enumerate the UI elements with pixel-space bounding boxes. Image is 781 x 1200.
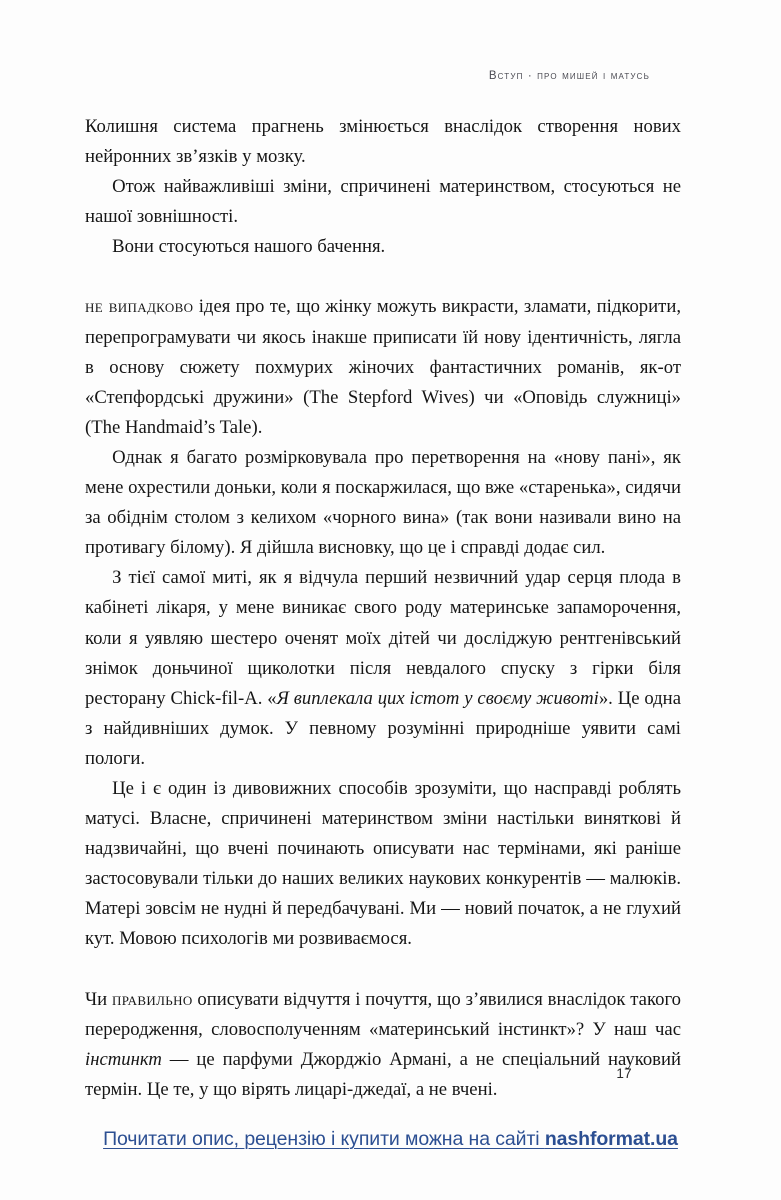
promo-link[interactable] — [103, 1128, 678, 1150]
text-block — [85, 292, 681, 954]
small-caps-lead: не випадково — [85, 296, 194, 318]
promo-footer — [0, 1128, 781, 1151]
page-number: 17 — [616, 1066, 632, 1081]
paragraph-text: — це парфуми Джорджіо Армані, а не спеціальний науковий термін. Це те, у що вірять лицарі-джедаї, а не вчені. — [85, 1048, 681, 1100]
paragraph: Вони стосуються нашого бачення. — [112, 236, 386, 258]
paragraph — [85, 985, 681, 1105]
paragraph: Отож найважливіші зміни, спричинені материнством, стосуються не нашої зовнішності. — [85, 176, 681, 228]
text-block — [85, 112, 681, 262]
paragraph-text: З тієї самої миті, як я відчула перший незвичний удар серця плода в кабінеті лікаря, у мене виникає свого роду материнське запаморочення, коли я уявляю шестеро оченят моїх дітей чи досліджую рентгенівський знімок доньчиної щиколотки після невдалого спуску з гірки біля ресторану Chick-fil-A. « — [85, 567, 681, 709]
promo-domain: nashformat.ua — [544, 1128, 678, 1150]
small-caps-lead: правильно — [111, 988, 193, 1010]
paragraph-text: описувати відчуття і почуття, що з’явилися внаслідок такого переродження, словосполученням «материнський інстинкт»? У наш час — [85, 988, 681, 1040]
paragraph-text: ». Це одна з найдивніших думок. У певному розумінні природніше уявити самі пологи. — [85, 687, 681, 769]
block-separator — [85, 955, 681, 985]
paragraph-text: ідея про те, що жінку можуть викрасти, зламати, підкорити, перепрограмувати чи якось інакше приписати їй нову ідентичність, лягла в основу сюжету похмурих жіночих фантастичних романів, як-от «Степфордські дружини» (The Stepford Wives) чи «Оповідь служниці» (The Handmaid’s Tale). — [85, 296, 681, 438]
text-column — [85, 112, 681, 1105]
italic-phrase: інстинкт — [85, 1048, 162, 1070]
paragraph-lead-word: Чи — [85, 988, 112, 1010]
text-block — [85, 985, 681, 1105]
running-header: Вступ · про мишей і матусь — [488, 70, 650, 82]
block-separator — [85, 262, 681, 292]
italic-phrase: Я виплекала цих істот у своєму животі — [276, 687, 599, 709]
paragraph — [85, 563, 681, 774]
paragraph — [85, 292, 681, 442]
promo-text: Почитати опис, рецензію і купити можна на сайті — [103, 1128, 545, 1150]
paragraph: Це і є один із дивовижних способів зрозуміти, що насправді роблять матусі. Власне, спричинені материнством зміни настільки виняткові й надзвичайні, що вчені починають описувати нас термінами, які раніше застосовували тільки до наших великих наукових конкурентів — малюків. Матері зовсім не нудні й передбачувані. Ми — новий початок, а не глухий кут. Мовою психологів ми розвиваємося. — [85, 777, 681, 950]
paragraph: Колишня система прагнень змінюється внаслідок створення нових нейронних зв’язків у мозку. — [85, 116, 681, 168]
paragraph: Однак я багато розмірковувала про перетворення на «нову пані», як мене охрестили доньки, коли я поскаржилася, що вже «старенька», сидячи за обіднім столом з келихом «чорного вина» (так вони називали вино на противагу білому). Я дійшла висновку, що це і справді додає сил. — [85, 446, 681, 559]
